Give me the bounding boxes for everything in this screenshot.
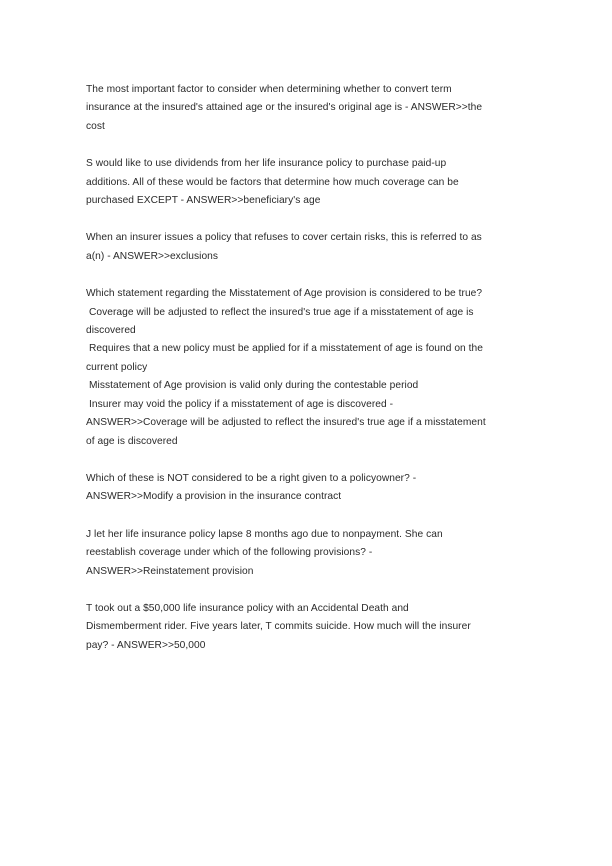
text-line: cost (86, 120, 105, 132)
qa-item-7 (86, 600, 526, 655)
text-line: T took out a $50,000 life insurance policy with an Accidental Death and (86, 602, 409, 614)
text-line: of age is discovered (86, 435, 178, 447)
text-line: current policy (86, 361, 148, 373)
text-line: additions. All of these would be factors that determine how much coverage can be (86, 176, 459, 188)
qa-item-2 (86, 155, 526, 210)
option-line: Misstatement of Age provision is valid only during the contestable period (89, 380, 419, 392)
qa-item-1 (86, 81, 526, 136)
option-line: Requires that a new policy must be applied for if a misstatement of age is found on the (89, 343, 483, 355)
text-line: ANSWER>>Modify a provision in the insurance contract (86, 491, 342, 503)
text-line: J let her life insurance policy lapse 8 months ago due to nonpayment. She can (86, 528, 443, 540)
qa-item-4 (86, 285, 526, 451)
qa-item-6 (86, 526, 526, 581)
qa-item-5 (86, 470, 526, 507)
option-line: Insurer may void the policy if a misstatement of age is discovered - (89, 398, 394, 410)
text-line: Which of these is NOT considered to be a right given to a policyowner? - (86, 472, 417, 484)
text-line: ANSWER>>Reinstatement provision (86, 565, 254, 577)
text-line: discovered (86, 325, 136, 337)
option-line: Coverage will be adjusted to reflect the insured's true age if a misstatement of age is (89, 306, 474, 318)
text-line: Dismemberment rider. Five years later, T commits suicide. How much will the insurer (86, 621, 471, 633)
text-line: reestablish coverage under which of the following provisions? - (86, 547, 373, 559)
text-line: insurance at the insured's attained age or the insured's original age is - ANSWER>>the (86, 102, 483, 114)
document-content (86, 81, 526, 674)
text-line: a(n) - ANSWER>>exclusions (86, 250, 219, 262)
text-line: Which statement regarding the Misstatement of Age provision is considered to be true? (86, 288, 483, 300)
text-line: pay? - ANSWER>>50,000 (86, 639, 206, 651)
text-line: The most important factor to consider when determining whether to convert term (86, 84, 452, 95)
text-line: S would like to use dividends from her life insurance policy to purchase paid-up (86, 158, 447, 170)
text-line: purchased EXCEPT - ANSWER>>beneficiary's age (86, 195, 321, 207)
text-line: ANSWER>>Coverage will be adjusted to reflect the insured's true age if a misstatement (86, 417, 486, 429)
text-line: When an insurer issues a policy that refuses to cover certain risks, this is referred to as (86, 232, 482, 244)
qa-item-3 (86, 229, 526, 266)
